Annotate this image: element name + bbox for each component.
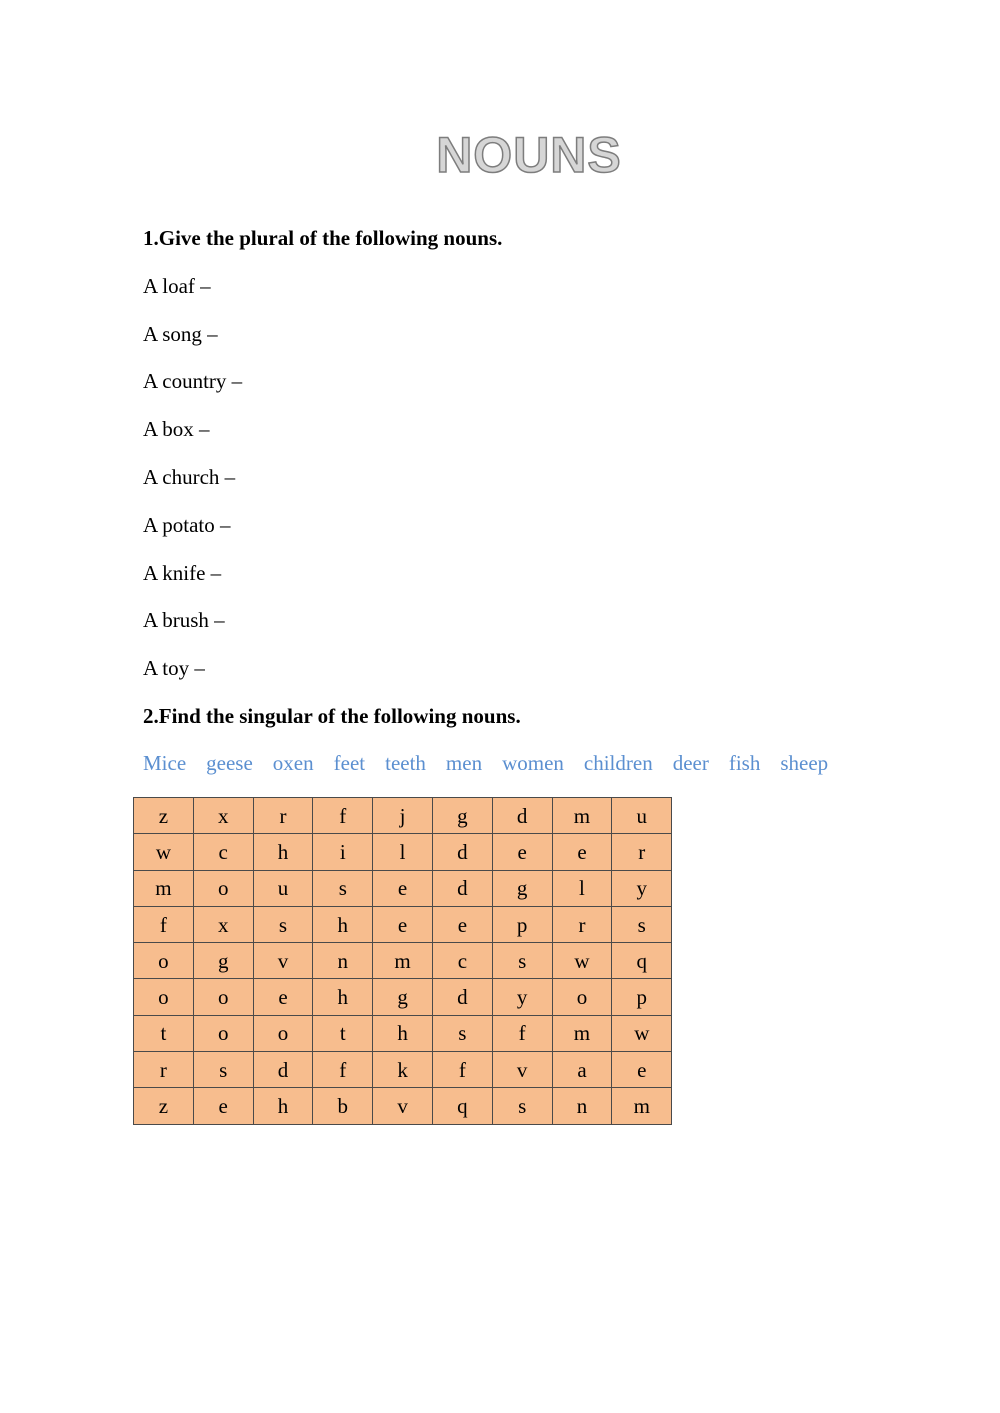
word-bank-item: teeth (385, 751, 426, 776)
grid-cell[interactable]: v (253, 943, 313, 979)
grid-cell[interactable]: e (432, 906, 492, 942)
grid-cell[interactable]: k (373, 1052, 433, 1088)
word-bank-item: children (583, 751, 653, 776)
grid-cell[interactable]: b (313, 1088, 373, 1124)
grid-cell[interactable]: z (134, 1088, 194, 1124)
grid-cell[interactable]: o (193, 979, 253, 1015)
grid-cell[interactable]: o (253, 1015, 313, 1051)
grid-cell[interactable]: p (612, 979, 672, 1015)
grid-cell[interactable]: e (253, 979, 313, 1015)
grid-cell[interactable]: v (492, 1052, 552, 1088)
grid-cell[interactable]: q (612, 943, 672, 979)
grid-row (134, 834, 672, 870)
grid-row (134, 1088, 672, 1124)
grid-cell[interactable]: w (552, 943, 612, 979)
grid-cell[interactable]: x (193, 906, 253, 942)
grid-cell[interactable]: h (313, 979, 373, 1015)
grid-cell[interactable]: h (313, 906, 373, 942)
grid-cell[interactable]: g (193, 943, 253, 979)
grid-cell[interactable]: s (492, 1088, 552, 1124)
grid-cell[interactable]: n (552, 1088, 612, 1124)
grid-cell[interactable]: s (313, 870, 373, 906)
noun-item: A knife – (143, 560, 222, 585)
grid-cell[interactable]: r (552, 906, 612, 942)
grid-cell[interactable]: u (253, 870, 313, 906)
grid-cell[interactable]: w (612, 1015, 672, 1051)
grid-cell[interactable]: l (373, 834, 433, 870)
grid-cell[interactable]: r (612, 834, 672, 870)
word-bank-item: men (445, 751, 483, 776)
word-bank-item: deer (672, 751, 709, 776)
grid-cell[interactable]: x (193, 798, 253, 834)
grid-cell[interactable]: h (253, 1088, 313, 1124)
grid-cell[interactable]: o (134, 943, 194, 979)
grid-row (134, 1015, 672, 1051)
grid-cell[interactable]: t (134, 1015, 194, 1051)
grid-row (134, 798, 672, 834)
grid-cell[interactable]: m (134, 870, 194, 906)
grid-cell[interactable]: z (134, 798, 194, 834)
section-1-heading: 1.Give the plural of the following nouns. (143, 226, 503, 250)
grid-cell[interactable]: e (373, 870, 433, 906)
grid-cell[interactable]: h (253, 834, 313, 870)
word-bank-item: feet (333, 751, 366, 776)
grid-cell[interactable]: p (492, 906, 552, 942)
grid-cell[interactable]: d (432, 834, 492, 870)
grid-cell[interactable]: c (432, 943, 492, 979)
grid-cell[interactable]: m (373, 943, 433, 979)
grid-cell[interactable]: m (612, 1088, 672, 1124)
grid-cell[interactable]: w (134, 834, 194, 870)
word-bank (143, 747, 943, 779)
grid-cell[interactable]: d (432, 870, 492, 906)
grid-cell[interactable]: o (134, 979, 194, 1015)
grid-cell[interactable]: y (492, 979, 552, 1015)
grid-row (134, 906, 672, 942)
grid-cell[interactable]: u (612, 798, 672, 834)
word-bank-item: geese (206, 751, 253, 776)
word-bank-item: Mice (143, 751, 187, 776)
grid-cell[interactable]: g (492, 870, 552, 906)
grid-cell[interactable]: f (432, 1052, 492, 1088)
grid-cell[interactable]: f (134, 906, 194, 942)
noun-item: A church – (143, 464, 236, 489)
grid-cell[interactable]: j (373, 798, 433, 834)
grid-row (134, 1052, 672, 1088)
grid-cell[interactable]: h (373, 1015, 433, 1051)
grid-cell[interactable]: s (253, 906, 313, 942)
grid-cell[interactable]: t (313, 1015, 373, 1051)
noun-item: A country – (143, 369, 243, 394)
grid-cell[interactable]: i (313, 834, 373, 870)
grid-cell[interactable]: m (552, 1015, 612, 1051)
grid-row (134, 943, 672, 979)
grid-cell[interactable]: d (432, 979, 492, 1015)
grid-cell[interactable]: d (253, 1052, 313, 1088)
grid-row (134, 979, 672, 1015)
noun-item: A box – (143, 417, 210, 442)
grid-cell[interactable]: n (313, 943, 373, 979)
word-bank-item: sheep (780, 751, 829, 776)
word-bank-item: fish (728, 751, 761, 776)
grid-cell[interactable]: s (432, 1015, 492, 1051)
grid-cell[interactable]: r (253, 798, 313, 834)
grid-cell[interactable]: f (313, 798, 373, 834)
noun-item: A loaf – (143, 273, 211, 298)
grid-cell[interactable]: f (313, 1052, 373, 1088)
page-title: NOUNS (436, 127, 622, 183)
grid-cell[interactable]: e (612, 1052, 672, 1088)
worksheet-content (143, 222, 943, 779)
grid-cell[interactable]: c (193, 834, 253, 870)
grid-cell[interactable]: q (432, 1088, 492, 1124)
word-bank-item: women (502, 751, 564, 776)
grid-cell[interactable]: v (373, 1088, 433, 1124)
word-bank-item: oxen (272, 751, 314, 776)
grid-cell[interactable]: e (552, 834, 612, 870)
plural-noun-list (143, 270, 943, 684)
grid-cell[interactable]: e (492, 834, 552, 870)
grid-cell[interactable]: o (193, 1015, 253, 1051)
word-search-grid (133, 797, 672, 1125)
noun-item: A brush – (143, 608, 225, 633)
section-2-heading: 2.Find the singular of the following nouns. (143, 703, 521, 728)
grid-cell[interactable]: d (492, 798, 552, 834)
grid-row (134, 870, 672, 906)
noun-item: A potato – (143, 512, 231, 537)
grid-cell[interactable]: s (193, 1052, 253, 1088)
grid-cell[interactable]: o (552, 979, 612, 1015)
grid-cell[interactable]: l (552, 870, 612, 906)
grid-cell[interactable]: m (552, 798, 612, 834)
noun-item: A toy – (143, 656, 205, 681)
noun-item: A song – (143, 321, 218, 346)
grid-cell[interactable]: f (492, 1015, 552, 1051)
grid-cell[interactable]: a (552, 1052, 612, 1088)
grid-cell[interactable]: e (373, 906, 433, 942)
grid-cell[interactable]: s (492, 943, 552, 979)
grid-cell[interactable]: r (134, 1052, 194, 1088)
grid-cell[interactable]: o (193, 870, 253, 906)
grid-cell[interactable]: g (432, 798, 492, 834)
grid-cell[interactable]: s (612, 906, 672, 942)
grid-cell[interactable]: e (193, 1088, 253, 1124)
grid-cell[interactable]: g (373, 979, 433, 1015)
grid-cell[interactable]: y (612, 870, 672, 906)
